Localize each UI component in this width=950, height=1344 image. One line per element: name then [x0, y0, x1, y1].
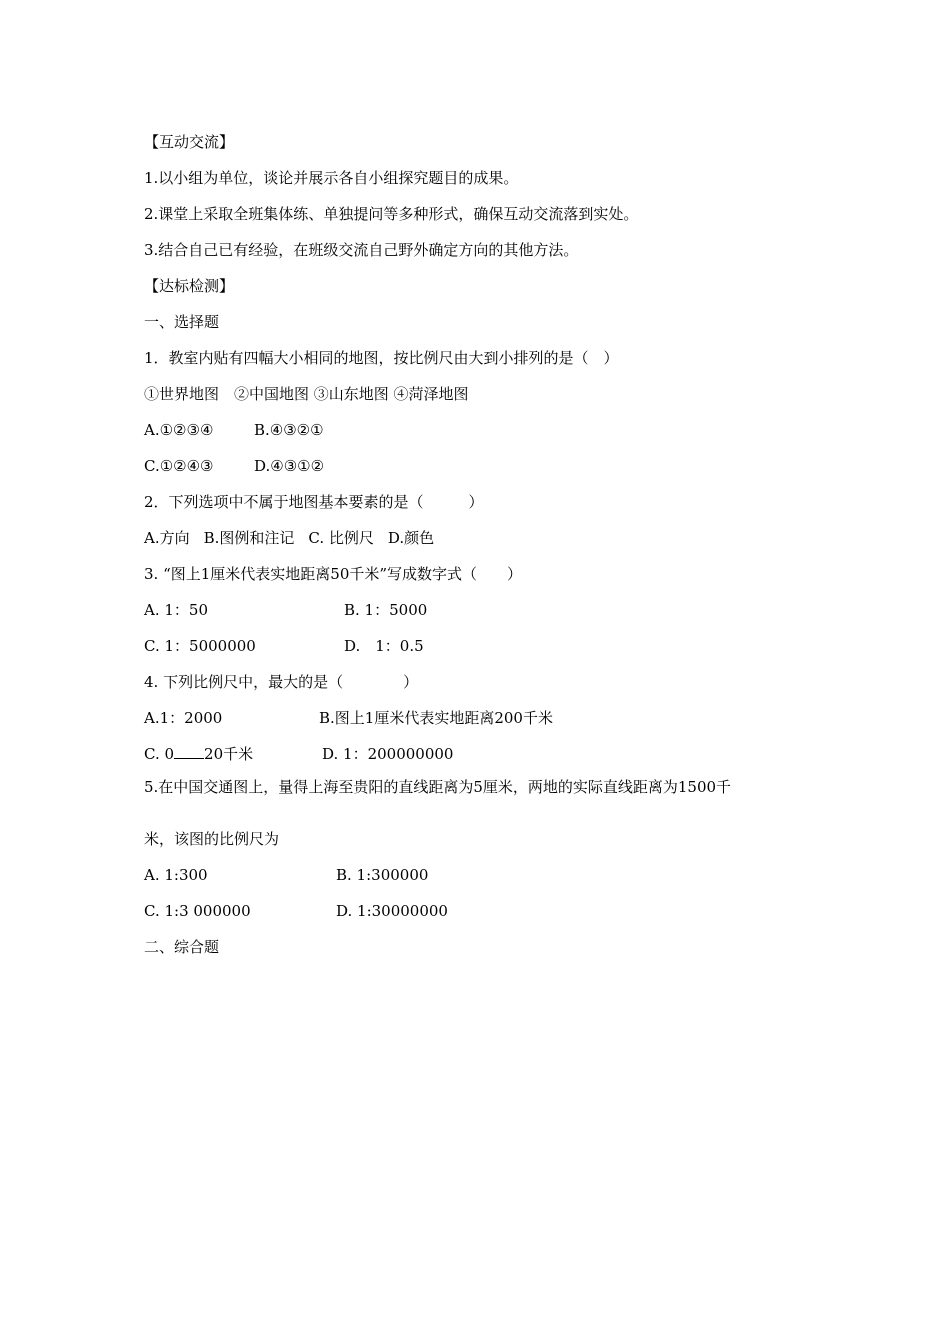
question-4-option-a: A.1：2000 — [144, 709, 223, 727]
question-1-stem: 1．教室内贴有四幅大小相同的地图，按比例尺由大到小排列的是（ ） — [144, 349, 619, 367]
question-1-option-d: D.④③①② — [254, 457, 325, 475]
question-5-stem: 5.在中国交通图上，量得上海至贵阳的直线距离为5厘米，两地的实际直线距离为1500千 — [144, 778, 732, 796]
question-3-option-c: C. 1：5000000 — [144, 637, 256, 655]
question-2-option-c: C. 比例尺 — [308, 529, 374, 547]
question-4-options-ab — [144, 700, 824, 736]
interaction-item-2: 2.课堂上采取全班集体练、单独提问等多种形式，确保互动交流落到实处。 — [144, 205, 639, 223]
line-scale-bar — [174, 744, 204, 759]
section-choice-heading: 一、选择题 — [144, 313, 220, 331]
question-5-options-ab — [144, 857, 824, 893]
question-1-option-c: C.①②④③ — [144, 457, 214, 475]
scale-start-label: C. 0 — [144, 745, 175, 763]
question-2-options — [144, 520, 824, 556]
question-4-options-cd — [144, 736, 824, 772]
question-3-stem: 3. “图上1厘米代表实地距离50千米”写成数字式（ ） — [144, 565, 523, 583]
question-4-option-c — [144, 736, 322, 772]
question-1-maps: ①世界地图 ②中国地图 ③山东地图 ④菏泽地图 — [144, 385, 469, 403]
question-3-options-cd — [144, 628, 824, 664]
question-3-option-d: D. 1：0.5 — [344, 637, 424, 655]
interaction-item-1: 1.以小组为单位，谈论并展示各自小组探究题目的成果。 — [144, 169, 519, 187]
question-1-option-a: A.①②③④ — [144, 421, 214, 439]
question-4-option-b: B.图上1厘米代表实地距离200千米 — [319, 709, 553, 727]
question-1-options-ab — [144, 412, 824, 448]
scale-end-label: 20千米 — [204, 745, 254, 763]
question-3-options-ab — [144, 592, 824, 628]
question-2-option-b: B.图例和注记 — [203, 529, 295, 547]
question-5-option-c: C. 1:3 000000 — [144, 902, 251, 920]
question-1-options-cd — [144, 448, 824, 484]
question-2-stem: 2．下列选项中不属于地图基本要素的是（ ） — [144, 493, 484, 511]
question-4-stem: 4. 下列比例尺中，最大的是（ ） — [144, 673, 419, 691]
question-5-options-cd — [144, 893, 824, 929]
question-5-option-b: B. 1:300000 — [336, 866, 429, 884]
section-comprehensive-heading: 二、综合题 — [144, 938, 220, 956]
interaction-heading: 【互动交流】 — [144, 133, 235, 151]
question-5-option-a: A. 1:300 — [144, 866, 208, 884]
question-2-option-d: D.颜色 — [387, 529, 435, 547]
question-5-stem-continued: 米，该图的比例尺为 — [144, 830, 280, 848]
document-page — [144, 124, 824, 965]
question-3-option-a: A. 1：50 — [144, 601, 208, 619]
interaction-item-3: 3.结合自己已有经验，在班级交流自己野外确定方向的其他方法。 — [144, 241, 579, 259]
question-1-option-b: B.④③②① — [254, 421, 324, 439]
question-3-option-b: B. 1：5000 — [344, 601, 428, 619]
question-4-option-d: D. 1：200000000 — [322, 745, 454, 763]
question-2-option-a: A.方向 — [144, 529, 190, 547]
question-5-option-d: D. 1:30000000 — [336, 902, 448, 920]
assessment-heading: 【达标检测】 — [144, 277, 235, 295]
